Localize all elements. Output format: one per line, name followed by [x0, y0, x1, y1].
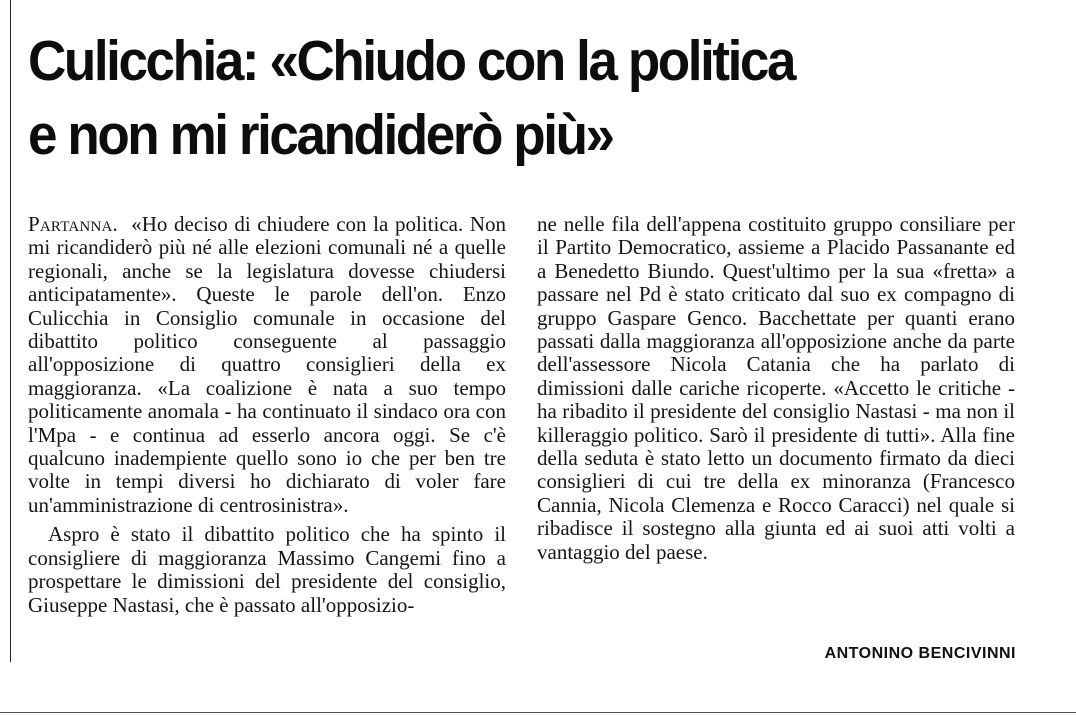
dateline: Partanna.	[28, 212, 118, 236]
paragraph-2-start: Aspro è stato il dibattito politico che ha spinto il consigliere di maggioranza Massimo Cangemi fino a prospettare le dimissioni del presidente del consiglio, Giuseppe Nastasi, che è passato all'opposizio-	[28, 522, 506, 617]
headline	[28, 24, 995, 172]
headline-line-2: e non mi ricandiderò più»	[28, 103, 613, 167]
paragraph-1	[28, 213, 506, 517]
article-column-right	[537, 213, 1015, 564]
column-rule-left	[10, 0, 11, 662]
headline-line-1: Culicchia: «Chiudo con la politica	[28, 29, 795, 93]
page-rule-bottom	[0, 712, 1076, 713]
author-byline: ANTONINO BENCIVINNI	[824, 645, 1016, 662]
paragraph-1-text: «Ho deciso di chiudere con la politica. Non mi ricandiderò più né alle elezioni comunali né a quelle regionali, anche se la legislatura dovesse chiudersi anticipatamente». Queste le parole dell'on. Enzo Culicchia in Consiglio comunale in occasione del dibattito politico conseguente al passaggio all'opposizione di quattro consiglieri della ex maggioranza. «La coalizione è nata a suo tempo politicamente anomala - ha continuato il sindaco ora con l'Mpa - e continua ad esserlo ancora oggi. Se c'è qualcuno inadempiente quello sono io che per ben tre volte in tempi diversi ho dichiarato di voler fare un'amministrazione di centrosinistra».	[28, 212, 507, 517]
paragraph-2-continued: ne nelle fila dell'appena costituito gruppo consiliare per il Partito Democratico, assieme a Placido Passanante ed a Benedetto Biundo. Quest'ultimo per la sua «fretta» a passare nel Pd è stato criticato dal suo ex compagno di gruppo Gaspare Genco. Bacchettate per quanti erano passati dalla maggioranza all'opposizione anche da parte dell'assessore Nicola Catania che ha parlato di dimissioni dalle cariche ricoperte. «Accetto le critiche - ha ribadito il presidente del consiglio Nastasi - ma non il killeraggio politico. Sarò il presidente di tutti». Alla fine della seduta è stato letto un documento firmato da dieci consiglieri di cui tre della ex minoranza (Francesco Cannia, Nicola Clemenza e Rocco Caracci) nel quale si ribadisce il sostegno alla giunta ed ai suoi atti volti a vantaggio del paese.	[537, 212, 1015, 564]
article-column-left	[28, 213, 506, 617]
